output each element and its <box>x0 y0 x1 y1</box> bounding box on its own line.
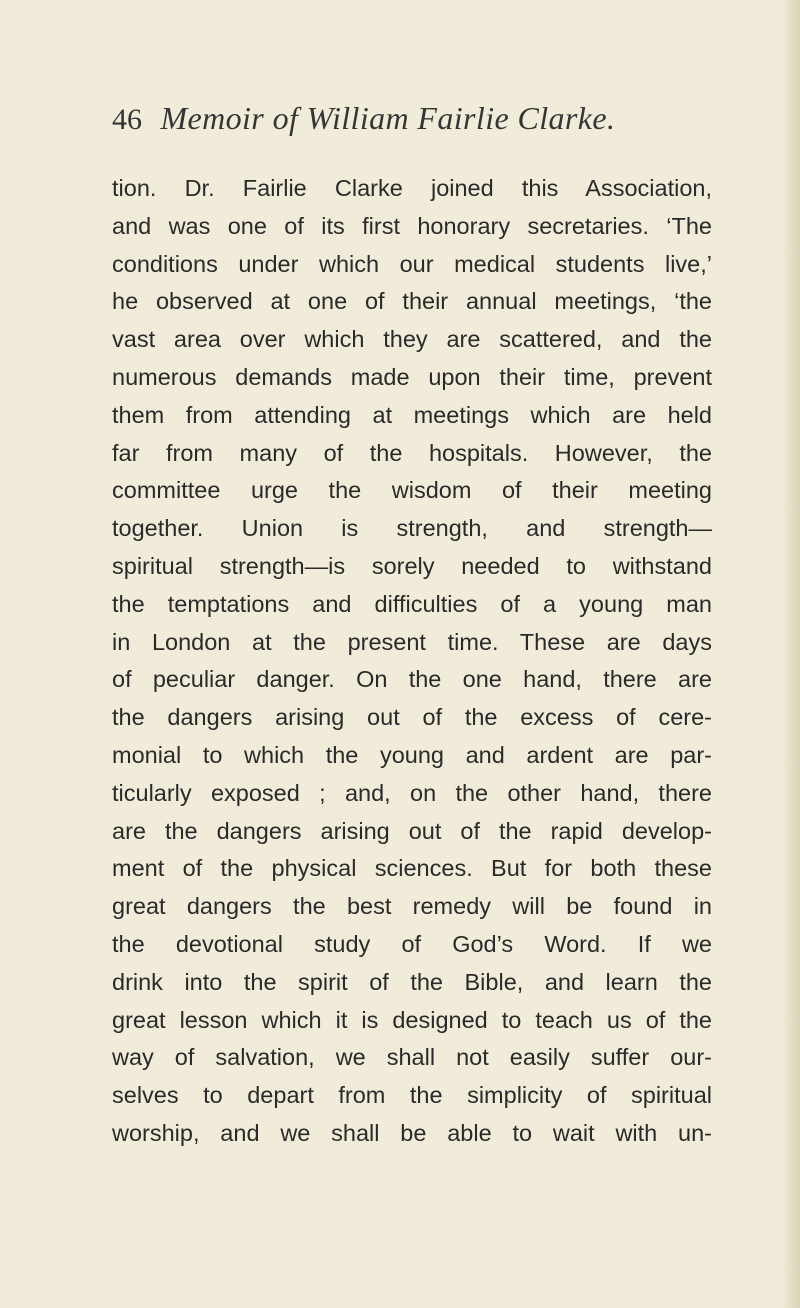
running-head <box>112 100 712 150</box>
text-line: way of salvation, we shall not easily suffer our- <box>112 1044 712 1071</box>
text-line: committee urge the wisdom of their meeting <box>112 477 712 504</box>
text-line: vast area over which they are scattered, and the <box>112 326 712 353</box>
text-line: in London at the present time. These are days <box>112 628 712 655</box>
text-line: ment of the physical sciences. But for both these <box>112 855 712 882</box>
text-line: he observed at one of their annual meetings, ‘the <box>112 288 712 315</box>
text-line: the dangers arising out of the excess of cere- <box>112 704 712 731</box>
running-title: Memoir of William Fairlie Clarke. <box>160 100 616 136</box>
text-line: tion. Dr. Fairlie Clarke joined this Association, <box>112 175 712 201</box>
text-line: selves to depart from the simplicity of spiritual <box>112 1082 712 1109</box>
text-line: the devotional study of God’s Word. If we <box>112 930 712 957</box>
page-edge-shadow <box>782 0 800 1308</box>
text-line: them from attending at meetings which are held <box>112 401 712 428</box>
page-number: 46 <box>112 103 142 136</box>
text-line: monial to which the young and ardent are par- <box>112 741 712 768</box>
text-line: conditions under which our medical students live,’ <box>112 250 712 277</box>
text-line: drink into the spirit of the Bible, and learn the <box>112 968 712 995</box>
text-line: ticularly exposed ; and, on the other hand, there <box>112 779 712 806</box>
text-line: worship, and we shall be able to wait with un- <box>112 1119 712 1146</box>
text-line: together. Union is strength, and strength— <box>112 515 712 542</box>
text-line: far from many of the hospitals. However, the <box>112 439 712 466</box>
text-line: the temptations and difficulties of a young man <box>112 590 712 617</box>
text-line: spiritual strength—is sorely needed to withstand <box>112 552 712 579</box>
text-line: and was one of its first honorary secretaries. ‘The <box>112 212 712 239</box>
text-line: great lesson which it is designed to teach us of the <box>112 1006 712 1033</box>
text-line: are the dangers arising out of the rapid develop- <box>112 817 712 844</box>
text-line: great dangers the best remedy will be found in <box>112 893 712 920</box>
body-paragraph <box>112 170 712 1153</box>
text-line: of peculiar danger. On the one hand, there are <box>112 666 712 693</box>
text-line: numerous demands made upon their time, prevent <box>112 363 712 390</box>
